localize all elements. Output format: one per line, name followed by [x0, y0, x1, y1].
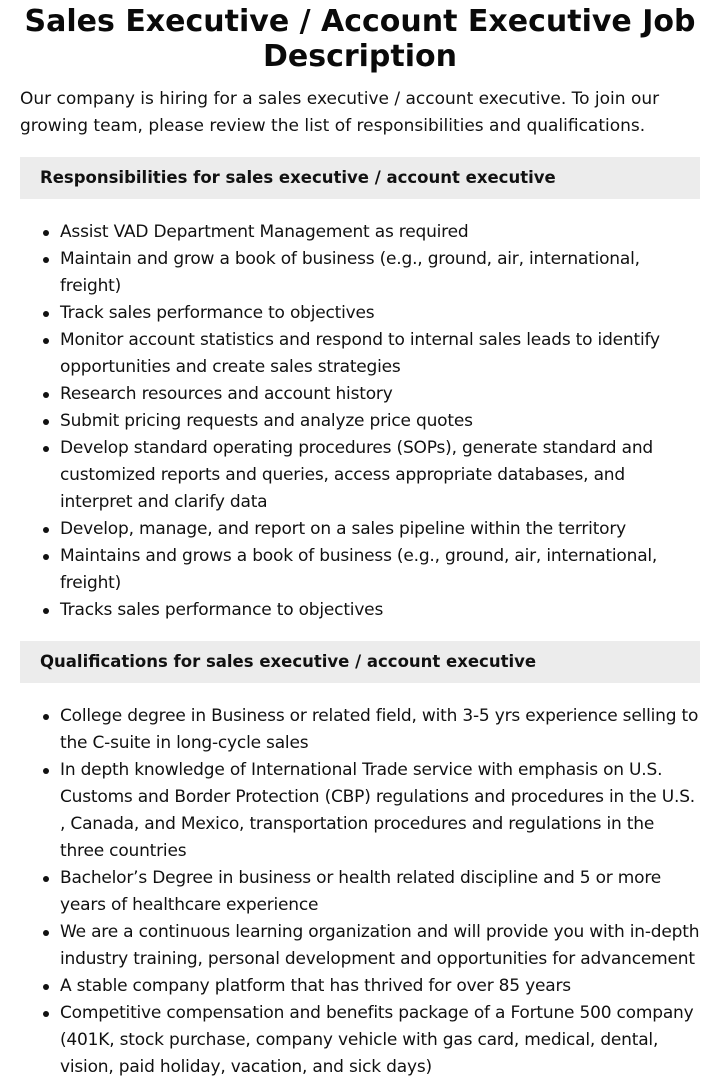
- list-item: College degree in Business or related field, with 3-5 yrs experience selling to the C-suite in long-cycle sales: [60, 703, 700, 757]
- qualifications-list: [20, 703, 700, 1081]
- list-item: Bachelor’s Degree in business or health related discipline and 5 or more years of healthcare experience: [60, 865, 700, 919]
- responsibilities-list: [20, 219, 700, 624]
- list-item: Assist VAD Department Management as required: [60, 219, 700, 246]
- list-item: Monitor account statistics and respond to internal sales leads to identify opportunities and create sales strategies: [60, 327, 700, 381]
- list-item: Competitive compensation and benefits package of a Fortune 500 company (401K, stock purchase, company vehicle with gas card, medical, dental, vision, paid holiday, vacation, and sick days): [60, 1000, 700, 1081]
- list-item: We are a continuous learning organization and will provide you with in-depth industry training, personal development and opportunities for advancement: [60, 919, 700, 973]
- list-item: Maintains and grows a book of business (e.g., ground, air, international, freight): [60, 543, 700, 597]
- responsibilities-heading: Responsibilities for sales executive / account executive: [20, 157, 700, 199]
- list-item: Tracks sales performance to objectives: [60, 597, 700, 624]
- page-title: Sales Executive / Account Executive Job Description: [24, 4, 696, 74]
- list-item: In depth knowledge of International Trade service with emphasis on U.S. Customs and Border Protection (CBP) regulations and procedures in the U.S. , Canada, and Mexico, transportation procedures and regulations in the three countries: [60, 757, 700, 865]
- list-item: Track sales performance to objectives: [60, 300, 700, 327]
- list-item: Maintain and grow a book of business (e.g., ground, air, international, freight): [60, 246, 700, 300]
- qualifications-heading: Qualifications for sales executive / account executive: [20, 641, 700, 683]
- intro-paragraph: Our company is hiring for a sales executive / account executive. To join our growing team, please review the list of responsibilities and qualifications.: [20, 89, 660, 136]
- list-item: Develop standard operating procedures (SOPs), generate standard and customized reports and queries, access appropriate databases, and interpret and clarify data: [60, 435, 700, 516]
- list-item: Research resources and account history: [60, 381, 700, 408]
- list-item: A stable company platform that has thrived for over 85 years: [60, 973, 700, 1000]
- list-item: Develop, manage, and report on a sales pipeline within the territory: [60, 516, 700, 543]
- list-item: Submit pricing requests and analyze price quotes: [60, 408, 700, 435]
